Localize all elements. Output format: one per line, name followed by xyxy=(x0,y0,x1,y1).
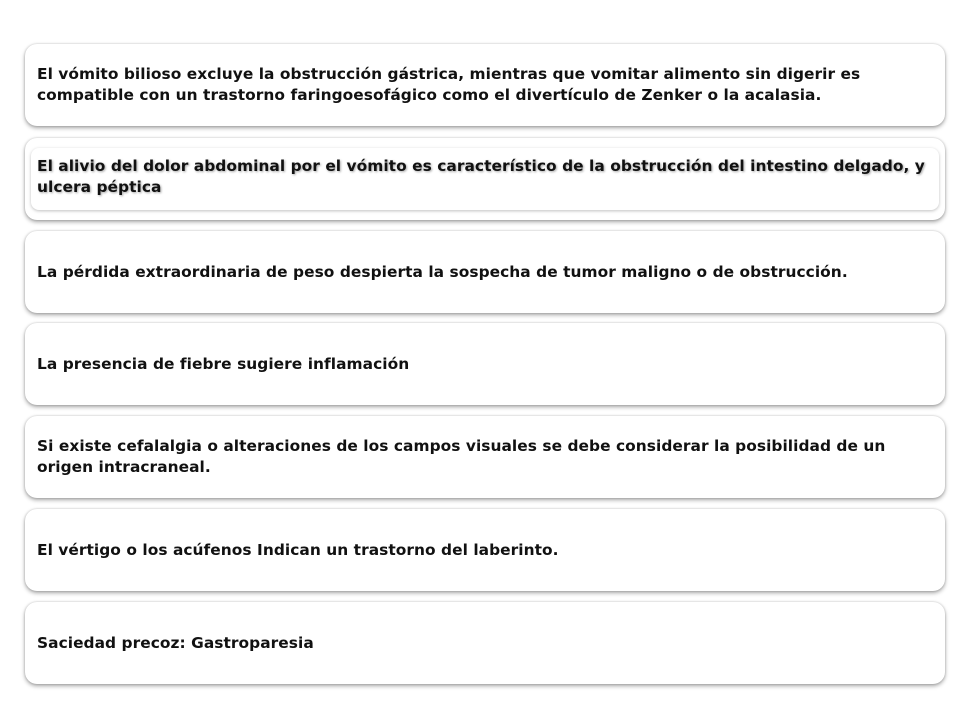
finding-card-early-satiety xyxy=(25,602,945,684)
finding-text: El alivio del dolor abdominal por el vómito es característico de la obstrucción del intestino delgado, y ulcera péptica xyxy=(37,157,925,196)
finding-card-pain-relief xyxy=(25,138,945,220)
finding-text: El vértigo o los acúfenos Indican un trastorno del laberinto. xyxy=(37,540,559,559)
finding-text: La presencia de fiebre sugiere inflamación xyxy=(37,354,410,373)
finding-text: Saciedad precoz: Gastroparesia xyxy=(37,633,314,652)
finding-card-vertigo xyxy=(25,509,945,591)
finding-text: Si existe cefalalgia o alteraciones de los campos visuales se debe considerar la posibilidad de un origen intracraneal. xyxy=(37,437,886,476)
finding-card-fever xyxy=(25,323,945,405)
finding-text: La pérdida extraordinaria de peso despierta la sospecha de tumor maligno o de obstrucción. xyxy=(37,262,848,281)
finding-text: El vómito bilioso excluye la obstrucción gástrica, mientras que vomitar alimento sin digerir es compatible con un trastorno faringoesofágico como el divertículo de Zenker o la acalasia. xyxy=(37,65,861,104)
finding-card-bilious-vomit xyxy=(25,44,945,126)
finding-card-headache xyxy=(25,416,945,498)
finding-card-weight-loss xyxy=(25,231,945,313)
